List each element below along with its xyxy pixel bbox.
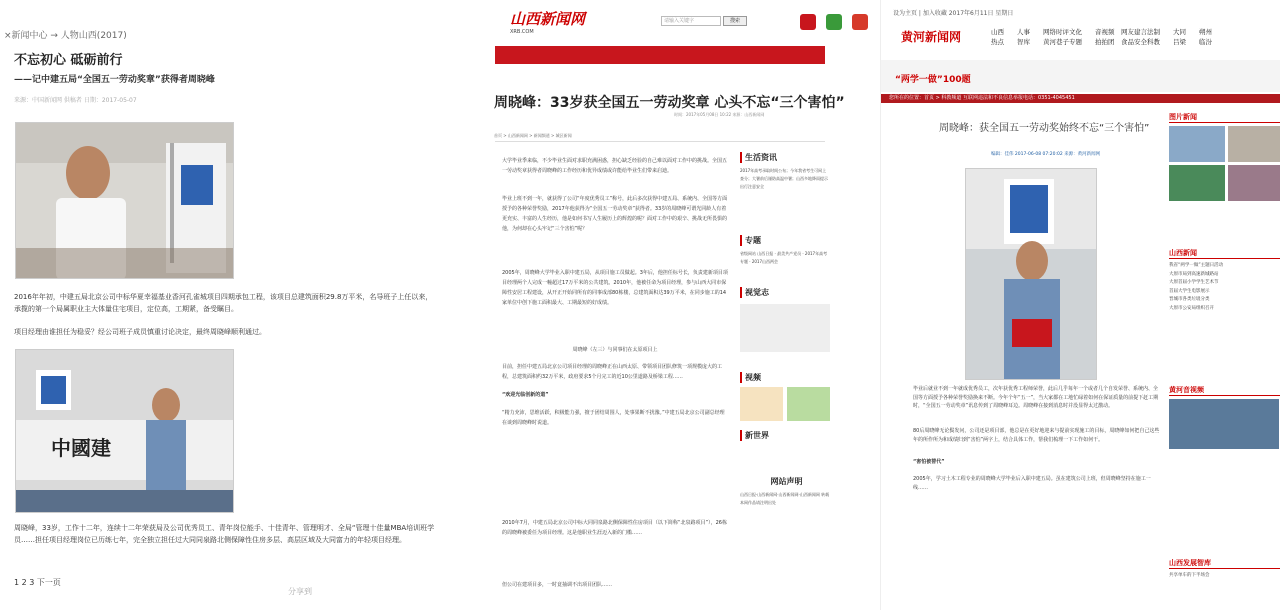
sidebar-photo-news <box>1169 112 1280 201</box>
article-title: 周晓峰：获全国五一劳动奖始终不忘“三个害怕” <box>939 123 1150 134</box>
sidebar-heading: 山西发展智库 <box>1169 558 1280 569</box>
sidebar-heading: 生活资讯 <box>740 152 830 163</box>
divider <box>495 141 825 142</box>
news-list-item[interactable]: 大原首届小学学生艺术节 <box>1169 280 1219 285</box>
article-paragraph: 毕业后就业不到一年就成优秀员工，次年获优秀工程师荣誉，此后几乎每年一个或者几个自发荣誉、系统内、全国等方面授予各种荣誉奖励换来不断。今年个年“五一”，当大家都在工地忙碌着如何在保证质量的前提下赶工期时，“全国五一劳动奖章”讯息传到了周晓峰耳边。周晓峰在接到消息时并没显得太过激动。 <box>913 386 1159 409</box>
top-bar[interactable]: 设为主页 | 加入收藏 2017年6月11日 星期日 <box>893 10 1014 17</box>
category-link[interactable]: 专题 <box>1069 38 1082 46</box>
news-list-item[interactable]: 大原市公安局组织召开 <box>1169 305 1214 311</box>
sidebar-heading: 视觉志 <box>740 287 830 298</box>
search-input[interactable]: 请输入关键字 <box>661 16 721 26</box>
news-list <box>1169 262 1280 313</box>
page-title: 不忘初心 砥砺前行 <box>14 53 123 68</box>
category-link[interactable]: 音视频 <box>1095 28 1115 36</box>
category-link[interactable]: 黄河巷子 <box>1043 38 1069 46</box>
sidebar-text[interactable]: 省级网站 山西日报 · 最美共产党员 · 2017年高考专题 · 2017山西两会 <box>740 251 828 264</box>
article-paragraph: 毕业上班不到一年，就获得了公司“年度优秀员工”称号，此后多次获得中建五局、系统内、全国等方面授予的各种荣誉奖励，2017年他获得为“全国五一劳动奖章”获得者。33岁的周晓峰可谓光同龄人有着更充实、丰富的人生经历，他是如何书写人生履历上的辉煌的呢？面对工作中的艰辛、挑战无所畏惧的他，为何却在心头牢记“三个害怕”呢？ <box>502 196 728 232</box>
category-link[interactable]: 朔州 <box>1199 28 1212 36</box>
app-icon[interactable] <box>852 14 868 30</box>
article-paragraph: 2010年7月，中建五局北京公司中标大同同泉路北侧保障性住房项目（以下简称“北泉路项目”），26栋的周晓峰被委任为项目经理。这是他职业生涯迈入新的门槛…… <box>502 520 727 536</box>
photo-thumbnail[interactable] <box>1169 126 1225 162</box>
article-paragraph: 周晓峰，33岁，工作十二年，连续十二年荣获局及公司优秀员工、青年岗位能手、十佳青年、管理明才、全局“管理十佳量MBA培训班学员……担任项目经理岗位已历练七年，完全独立担任过大同同泉路北侧保障性住房多层、高层区域及大同富力的年轻项目经理。 <box>14 524 435 544</box>
video-thumbnail[interactable] <box>787 387 830 421</box>
category-link[interactable]: 网友建言 <box>1121 28 1147 36</box>
photo-caption-sign: 中國建 <box>51 436 111 460</box>
pagination[interactable]: 1 2 3 下一页 <box>14 578 61 587</box>
sidebar-text[interactable]: 2017年高考录取时间公布；今年我省考生可网上查分；大暑前后谨防高温中暑；山西多地降雨提示出行注意安全 <box>740 168 828 189</box>
logo-text: 山西新闻网 <box>510 10 586 28</box>
article-meta: 时间：2017年05月08日 10:22 来源：山西新闻网 <box>674 112 765 117</box>
site-logo[interactable]: 黄河新闻网 <box>901 30 962 44</box>
main-nav[interactable] <box>495 46 825 64</box>
category-link[interactable]: 大同 <box>1173 28 1186 36</box>
article-paragraph: “精力充沛，思维活跃，积极能力强，擅于团结周围人，处事果断不扰豫。”中建五局北京公司副总经理在谈到周晓峰时说道。 <box>502 410 725 426</box>
sidebar-new-world <box>740 430 830 445</box>
category-link[interactable]: 山西 <box>991 28 1004 36</box>
news-list-item[interactable]: 大原市局到高速新城路站 <box>1169 271 1219 277</box>
sidebar-heading: 专题 <box>740 235 830 246</box>
sidebar-visual <box>740 287 830 352</box>
video-thumbnail[interactable] <box>740 387 783 421</box>
news-list-item[interactable]: 首届大学生电影展示 <box>1169 288 1210 294</box>
sub-nav[interactable] <box>495 65 825 71</box>
news-list-item[interactable]: 我省“两学一做”主题日活动 <box>1169 263 1224 268</box>
banner-text: “两学一做”100题 <box>895 75 971 85</box>
article-paragraph: 但公司在建项目多，一时竟抽调不出项目团队…… <box>502 582 613 588</box>
category-link[interactable]: 科教 <box>1147 38 1160 46</box>
sidebar-av <box>1169 385 1280 449</box>
sidebar-video <box>740 372 830 421</box>
photo-caption: 周晓峰（左三）与同事们在太原项目上 <box>572 347 658 353</box>
article-panel-1 <box>0 0 440 610</box>
sidebar-heading: 视频 <box>740 372 830 383</box>
sidebar-statement <box>740 476 830 507</box>
header-tools <box>800 14 868 30</box>
section-heading: “欢迎光临创新的道” <box>502 392 549 398</box>
sidebar-link[interactable]: 共享单车的下半场会 <box>1169 573 1210 578</box>
site-logo[interactable] <box>510 8 585 35</box>
category-link[interactable]: 拍拍团 <box>1095 38 1115 46</box>
news-list-item[interactable]: 晋城市各类垃圾分类 <box>1169 297 1210 302</box>
banner[interactable] <box>881 60 1280 92</box>
sidebar-heading: 黄河音视频 <box>1169 385 1280 396</box>
newspaper-icon[interactable] <box>800 14 816 30</box>
share-button[interactable]: 分享到 <box>288 587 312 596</box>
article-paragraph: 目前，担任中建五局北京公司项目经理的周晓峰正在山西太原、带领项目团队修筑一项规模庞大的工程，总建筑面积约32万平米，政府要求5个月完工的近10公里道路及桥梁工程…… <box>502 364 723 380</box>
article-panel-2 <box>440 0 880 610</box>
photo-thumbnail[interactable] <box>1228 165 1280 201</box>
article-paragraph: 大学毕业季来临，不少毕业生面对求职充满困惑，担心缺乏经验的自己难以面对工作中的挑战。全国五一劳动奖章获得者周晓峰的工作经历和优异成绩或许能给毕业生们带来启迪。 <box>502 158 728 174</box>
photo-thumbnail[interactable] <box>1228 126 1280 162</box>
site-header <box>440 0 880 42</box>
article-meta: 编辑：佳伟 2017-06-08 07:20:02 来源：黄河新闻网 <box>991 152 1101 157</box>
article-paragraph: 2016年年初，中建五局北京公司中标华夏幸福基业香河孔雀城项目四期承包工程，该项目总建筑面积29.8万平米，名导班子上任以来，承揽的第一个局属职业主大体量住宅项目，定位高，工期紧，备受瞩目。 <box>14 293 433 313</box>
sidebar-heading: 新世界 <box>740 430 830 441</box>
photo-thumbnail[interactable] <box>1169 165 1225 201</box>
page-subtitle: ——记中建五局“全国五一劳动奖章”获得者周晓峰 <box>14 75 215 85</box>
location-bar: 您所在的位置：首页 > 科教频道 互联网违法和不良信息举报电话：0351-4045451 <box>881 94 1280 103</box>
sidebar-heading: 图片新闻 <box>1169 112 1280 123</box>
sidebar-text: 山西日报·山西新闻网·山西新闻网·山西新闻网 转载本网作品请注明出处 <box>740 492 830 505</box>
category-link[interactable]: 人事 <box>1017 28 1030 36</box>
article-meta: 来源：中国新闻网 供稿者 日期：2017-05-07 <box>14 97 137 104</box>
category-link[interactable]: 热点 <box>991 38 1004 46</box>
breadcrumb[interactable]: 首页 > 山西新闻网 > 新闻频道 > 城区新闻 <box>494 133 572 138</box>
category-link[interactable]: 临汾 <box>1199 38 1212 46</box>
category-link[interactable]: 吕梁 <box>1173 38 1186 46</box>
article-photo-company <box>15 349 234 513</box>
breadcrumb[interactable]: ×新闻中心 → 人物山西(2017) <box>4 31 127 41</box>
article-paragraph: 80后周晓峰无论鬓发问，公司还是项目部，他总是在更好地迎来与提前实现施工的目标，周晓峰如何把自己这些年的所作所为和成绩归到“害怕”两字上，结合具体工作，帮我们梳理一下工作如何干。 <box>913 428 1160 443</box>
sidebar-heading: 网站声明 <box>770 477 803 486</box>
article-paragraph: 2005年，周晓峰大学毕业入职中建五局，从项目施工员做起。3年后，他担任标号长，负责建新项目项目经理两个人完成一幢超过17万平米的公共建筑。2010年，他被任命为项目经理，参与山西大同市保障性安居工程建设，从开正开始同所有的同事成部80栋楼，总建筑面积达39万平米，在同步施工的14家单位中创下施工面积最大、工期最短的好成绩。 <box>502 270 728 306</box>
category-link[interactable]: 食品安全 <box>1121 38 1147 46</box>
article-photo-portrait <box>15 122 234 279</box>
category-link[interactable]: 法制 <box>1147 28 1160 36</box>
article-paragraph: 项目经理由谁担任为稳妥？经公司班子成员慎重讨论决定，最终周晓峰顺利通过。 <box>14 328 266 336</box>
sidebar-shanxi-news <box>1169 248 1280 313</box>
category-link[interactable]: 智库 <box>1017 38 1030 46</box>
category-nav <box>991 27 1225 46</box>
sidebar-think-tank <box>1169 558 1280 581</box>
category-link[interactable]: 网络时评 <box>1043 28 1069 36</box>
article-paragraph: 2005年，学习土木工程专业的周晓峰大学毕业后入职中建五局。虽在建筑公司上班，但周晓峰坚持在施工一线…… <box>913 476 1151 491</box>
category-link[interactable]: 文化 <box>1069 28 1082 36</box>
section-heading: “害怕被替代” <box>913 459 945 465</box>
article-title: 周晓峰：33岁获全国五一劳动奖章 心头不忘“三个害怕” <box>494 95 845 111</box>
weather-icon[interactable] <box>826 14 842 30</box>
sidebar-heading: 山西新闻 <box>1169 248 1280 259</box>
search-button[interactable]: 搜索 <box>723 16 747 26</box>
article-photo <box>965 168 1097 380</box>
sidebar-topics <box>740 235 830 266</box>
video-thumbnail[interactable] <box>1169 399 1279 449</box>
article-panel-3 <box>880 0 1280 610</box>
logo-sub: XRB.COM <box>510 29 534 35</box>
visual-thumbnail[interactable] <box>740 304 830 352</box>
sidebar-life-info <box>740 152 830 191</box>
